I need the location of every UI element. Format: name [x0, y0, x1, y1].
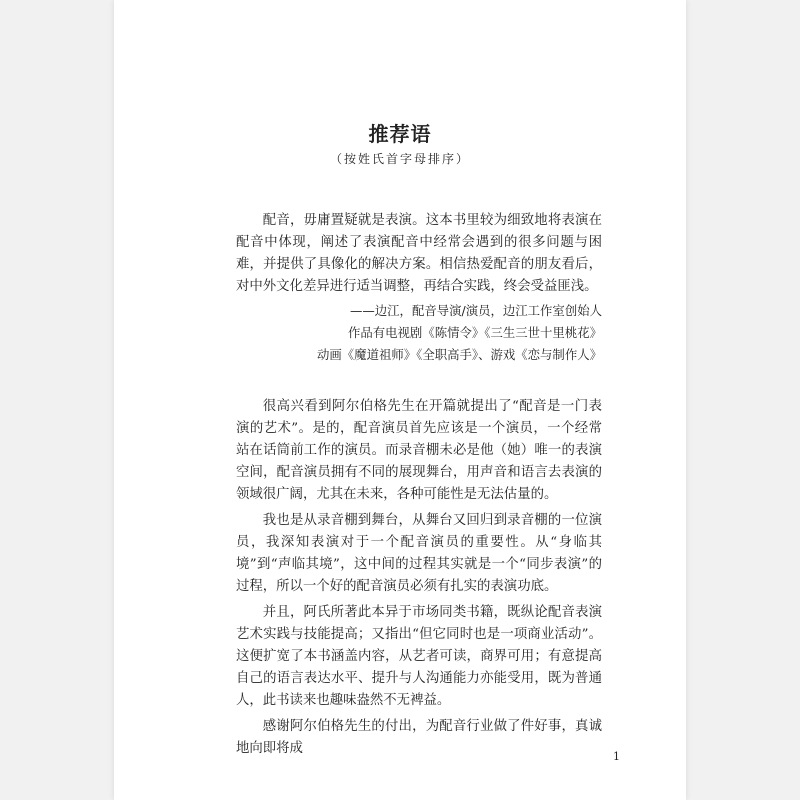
page-title: 推荐语 — [368, 122, 432, 146]
signature-line: 动画《魔道祖师》《全职高手》、游戏《恋与制作人》 — [317, 347, 602, 362]
recommendation-2-paragraph: 我也是从录音棚到舞台，从舞台又回归到录音棚的一位演员，我深知表演对于一个配音演员的重要性。从“身临其境”到“声临其境”，这中间的过程其实就是一个“同步表演”的过程，所以一个好的配音演员必须有扎实的表演功底。 — [236, 513, 602, 594]
recommendation-1-paragraph: 配音，毋庸置疑就是表演。这本书里较为细致地将表演在配音中体现，阐述了表演配音中经常会遇到的很多问题与困难，并提供了具像化的解决方案。相信热爱配音的朋友看后，对中外文化差异进行适当调整，再结合实践，终会受益匪浅。 — [236, 213, 602, 294]
recommendation-1 — [114, 210, 686, 366]
recommendation-1-signature — [236, 300, 602, 366]
recommendation-2-paragraph: 很高兴看到阿尔伯格先生在开篇就提出了“配音是一门表演的艺术”。是的，配音演员首先应该是一个演员，一个经常站在话筒前工作的演员。而录音棚未必是他（她）唯一的表演空间，配音演员拥有不同的展现舞台，用声音和语言去表演的领域很广阔，尤其在未来，各种可能性是无法估量的。 — [236, 399, 602, 502]
signature-line: 作品有电视剧《陈情令》《三生三世十里桃花》 — [347, 325, 602, 340]
recommendation-2-paragraph: 并且，阿氏所著此本异于市场同类书籍，既纵论配音表演艺术实践与技能提高；又指出“但它同时也是一项商业活动”。这便扩宽了本书涵盖内容，从艺者可读，商界可用；有意提高自己的语言表达水平、提升与人沟通能力亦能受用，既为普通人，此书读来也趣味盎然不无裨益。 — [236, 605, 602, 708]
book-page — [114, 0, 686, 800]
recommendation-2-paragraph: 感谢阿尔伯格先生的付出，为配音行业做了件好事，真诚地向即将成 — [236, 719, 602, 756]
recommendation-2 — [114, 396, 686, 760]
page-number: 1 — [613, 750, 620, 763]
page-subtitle: （按姓氏首字母排序） — [329, 152, 470, 166]
signature-line: ——边江，配音导演/演员，边江工作室创始人 — [350, 303, 602, 318]
